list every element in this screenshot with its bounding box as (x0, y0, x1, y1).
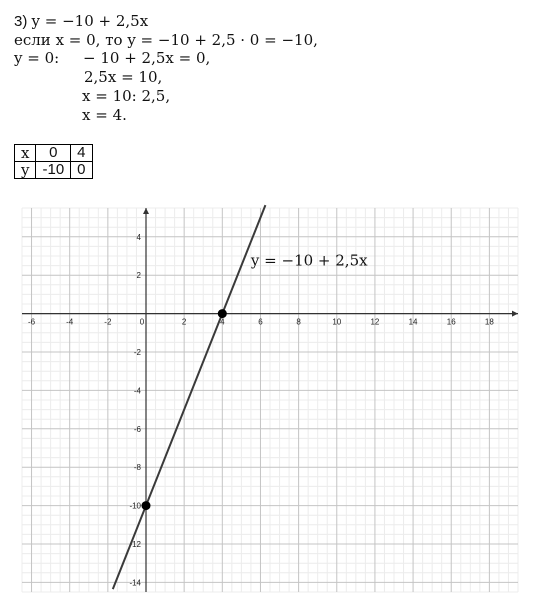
solution-step-6: x = 4. (82, 106, 127, 124)
solution-step-5: x = 10: 2,5, (82, 87, 171, 105)
y-tick-label: 2 (136, 271, 141, 281)
solution-step-y0-eq: − 10 + 2,5x = 0, (83, 49, 211, 67)
x-tick-label: 2 (181, 317, 187, 327)
y-tick-label: -14 (129, 578, 141, 588)
table-cell: 0 (71, 162, 92, 179)
y-tick-label: -2 (133, 348, 141, 357)
solution-step-x0: если x = 0, то y = −10 + 2,5 · 0 = −10, (14, 31, 318, 49)
y-axis-arrow (143, 208, 149, 214)
x-tick-label: 0 (139, 317, 145, 327)
x-tick-label: -4 (66, 317, 74, 327)
solution-step-4: 2,5x = 10, (84, 68, 163, 86)
table-cell: 4 (71, 145, 92, 162)
y-tick-label: -12 (129, 540, 141, 549)
x-tick-label: 10 (332, 317, 342, 327)
x-tick-label: 4 (220, 317, 225, 327)
x-tick-label: 14 (408, 317, 418, 327)
graph-point (142, 501, 151, 510)
y-tick-label: -10 (129, 501, 141, 511)
x-tick-label: 12 (370, 317, 380, 327)
x-tick-label: 18 (484, 317, 494, 327)
table-cell: y (15, 162, 36, 179)
table-cell: -10 (36, 162, 71, 179)
y-tick-label: -6 (133, 424, 141, 434)
line-equation-label: y = −10 + 2,5x (250, 251, 368, 270)
function-line (113, 205, 266, 589)
x-axis-arrow (512, 311, 518, 317)
x-tick-label: -2 (104, 317, 112, 327)
x-tick-label: 16 (446, 317, 456, 327)
x-tick-label: 8 (296, 317, 301, 327)
table-cell: x (15, 145, 36, 162)
x-tick-label: 6 (258, 317, 263, 327)
task-equation: y = −10 + 2,5x (31, 12, 149, 30)
solution-step-y0-label: y = 0: (14, 49, 60, 67)
y-tick-label: -4 (133, 386, 141, 396)
task-number: 3) (14, 13, 32, 30)
x-tick-label: -6 (27, 317, 36, 327)
graph-point (218, 309, 227, 318)
table-cell: 0 (36, 145, 71, 162)
y-tick-label: 4 (136, 232, 141, 242)
y-tick-label: -8 (133, 463, 141, 473)
